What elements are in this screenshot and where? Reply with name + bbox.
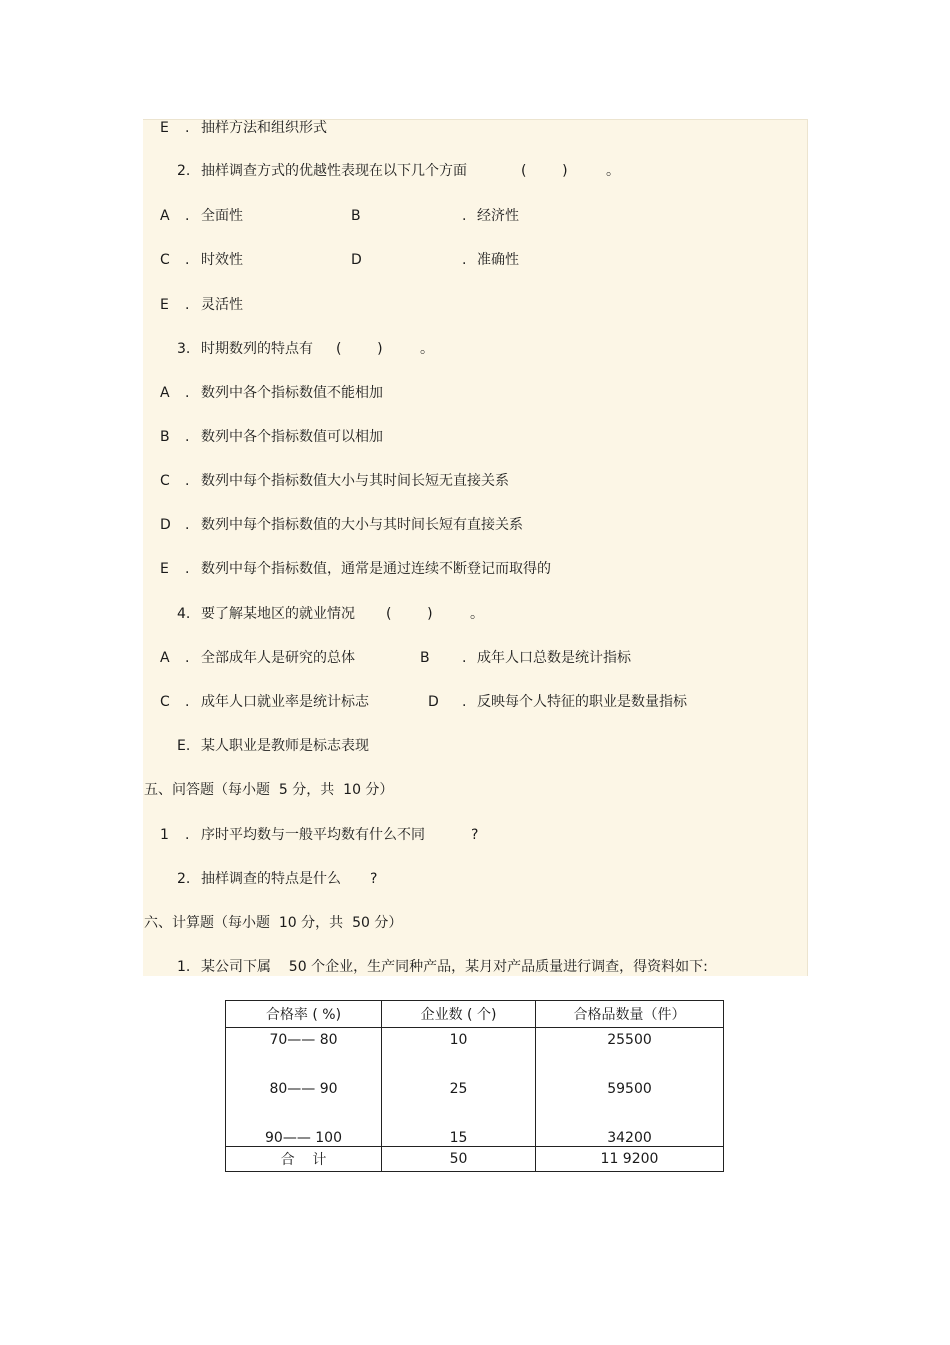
q4-answer-paren: ( ) xyxy=(386,606,433,622)
table-cell: 90—— 100 xyxy=(265,1130,342,1146)
q3-end: 。 xyxy=(420,341,434,357)
table-cell: 15 xyxy=(449,1130,468,1146)
q4-end: 。 xyxy=(470,606,484,622)
q2-answer-paren: ( ) xyxy=(521,163,568,179)
table-cell: 10 xyxy=(449,1032,468,1048)
q1-option-e-letter: E xyxy=(160,120,169,136)
q2-option-d-dot: . xyxy=(462,252,467,268)
q4-stem: 要了解某地区的就业情况 xyxy=(201,606,355,622)
q4-option-a-letter: A xyxy=(160,650,170,666)
q3-option-a-dot: . xyxy=(185,385,190,401)
q2-option-b-dot: . xyxy=(462,208,467,224)
q4-number: 4. xyxy=(177,606,191,622)
section6-title: 六、计算题（每小题 10 分，共 50 分） xyxy=(144,915,403,931)
section5-q1-number: 1 xyxy=(160,827,169,843)
q3-number: 3. xyxy=(177,341,191,357)
q2-stem: 抽样调查方式的优越性表现在以下几个方面 xyxy=(201,163,467,179)
table-cell: 70—— 80 xyxy=(269,1032,338,1048)
section5-q1-mark: ? xyxy=(471,827,479,843)
q2-option-e-letter: E xyxy=(160,297,169,313)
header-enterprise-count: 企业数 ( 个) xyxy=(382,1001,536,1028)
q3-option-e-letter: E xyxy=(160,561,169,577)
q3-option-d-text: 数列中每个指标数值的大小与其时间长短有直接关系 xyxy=(201,517,523,533)
q4-option-e-letter: E. xyxy=(177,738,191,754)
section5-q1-text: 序时平均数与一般平均数有什么不同 xyxy=(201,827,425,843)
q3-option-d-dot: . xyxy=(185,517,190,533)
q2-end: 。 xyxy=(606,163,620,179)
q2-option-b-letter: B xyxy=(351,208,361,224)
section5-q1-dot: . xyxy=(185,827,190,843)
q3-option-c-dot: . xyxy=(185,473,190,489)
total-label: 合 计 xyxy=(226,1147,382,1172)
q3-option-e-dot: . xyxy=(185,561,190,577)
q2-number: 2. xyxy=(177,163,191,179)
q3-option-b-letter: B xyxy=(160,429,170,445)
q3-option-b-text: 数列中各个指标数值可以相加 xyxy=(201,429,383,445)
table-cell: 59500 xyxy=(607,1081,652,1097)
section5-q2-mark: ? xyxy=(370,871,378,887)
section5-q2-number: 2. xyxy=(177,871,191,887)
q1-option-e-dot: . xyxy=(185,120,190,136)
section5-title: 五、问答题（每小题 5 分，共 10 分） xyxy=(144,782,394,798)
enterprise-count-cell xyxy=(382,1028,536,1147)
q3-option-d-letter: D xyxy=(160,517,171,533)
table-header-row xyxy=(226,1001,724,1028)
q2-option-d-letter: D xyxy=(351,252,362,268)
q1-option-e-text: 抽样方法和组织形式 xyxy=(201,120,327,136)
q2-option-a-letter: A xyxy=(160,208,170,224)
table-cell: 25500 xyxy=(607,1032,652,1048)
quality-table xyxy=(225,1000,724,1172)
q3-option-c-letter: C xyxy=(160,473,170,489)
header-qualified-quantity: 合格品数量（件） xyxy=(536,1001,724,1028)
page-panel xyxy=(143,119,808,976)
q2-option-c-letter: C xyxy=(160,252,170,268)
q2-option-e-text: 灵活性 xyxy=(201,297,243,313)
q2-option-d-text: 准确性 xyxy=(477,252,519,268)
q3-option-e-text: 数列中每个指标数值，通常是通过连续不断登记而取得的 xyxy=(201,561,551,577)
q4-option-e-text: 某人职业是教师是标志表现 xyxy=(201,738,369,754)
q2-option-e-dot: . xyxy=(185,297,190,313)
q4-option-a-dot: . xyxy=(185,650,190,666)
q4-option-b-letter: B xyxy=(420,650,430,666)
qualified-quantity-cell xyxy=(536,1028,724,1147)
q3-answer-paren: ( ) xyxy=(336,341,383,357)
table-cell: 34200 xyxy=(607,1130,652,1146)
q2-option-a-text: 全面性 xyxy=(201,208,243,224)
q2-option-b-text: 经济性 xyxy=(477,208,519,224)
header-pass-rate: 合格率 ( %) xyxy=(226,1001,382,1028)
q4-option-c-text: 成年人口就业率是统计标志 xyxy=(201,694,369,710)
q4-option-b-dot: . xyxy=(462,650,467,666)
table-body-row xyxy=(226,1028,724,1147)
q3-option-a-letter: A xyxy=(160,385,170,401)
total-enterprise-count: 50 xyxy=(382,1147,536,1172)
q4-option-a-text: 全部成年人是研究的总体 xyxy=(201,650,355,666)
q4-option-c-dot: . xyxy=(185,694,190,710)
pass-rate-cell xyxy=(226,1028,382,1147)
q4-option-d-dot: . xyxy=(462,694,467,710)
q4-option-d-text: 反映每个人特征的职业是数量指标 xyxy=(477,694,687,710)
q3-stem: 时期数列的特点有 xyxy=(201,341,313,357)
q3-option-c-text: 数列中每个指标数值大小与其时间长短无直接关系 xyxy=(201,473,509,489)
q3-option-a-text: 数列中各个指标数值不能相加 xyxy=(201,385,383,401)
section5-q2-text: 抽样调查的特点是什么 xyxy=(201,871,341,887)
section6-q1-number: 1. xyxy=(177,959,191,975)
q4-option-d-letter: D xyxy=(428,694,439,710)
q2-option-c-dot: . xyxy=(185,252,190,268)
q3-option-b-dot: . xyxy=(185,429,190,445)
q4-option-b-text: 成年人口总数是统计指标 xyxy=(477,650,631,666)
q2-option-c-text: 时效性 xyxy=(201,252,243,268)
table-total-row xyxy=(226,1147,724,1172)
table-cell: 25 xyxy=(449,1081,468,1097)
section6-q1-text: 某公司下属 50 个企业，生产同种产品，某月对产品质量进行调查，得资料如下: xyxy=(201,959,708,975)
table-cell: 80—— 90 xyxy=(269,1081,338,1097)
total-qualified-quantity: 11 9200 xyxy=(536,1147,724,1172)
q4-option-c-letter: C xyxy=(160,694,170,710)
q2-option-a-dot: . xyxy=(185,208,190,224)
